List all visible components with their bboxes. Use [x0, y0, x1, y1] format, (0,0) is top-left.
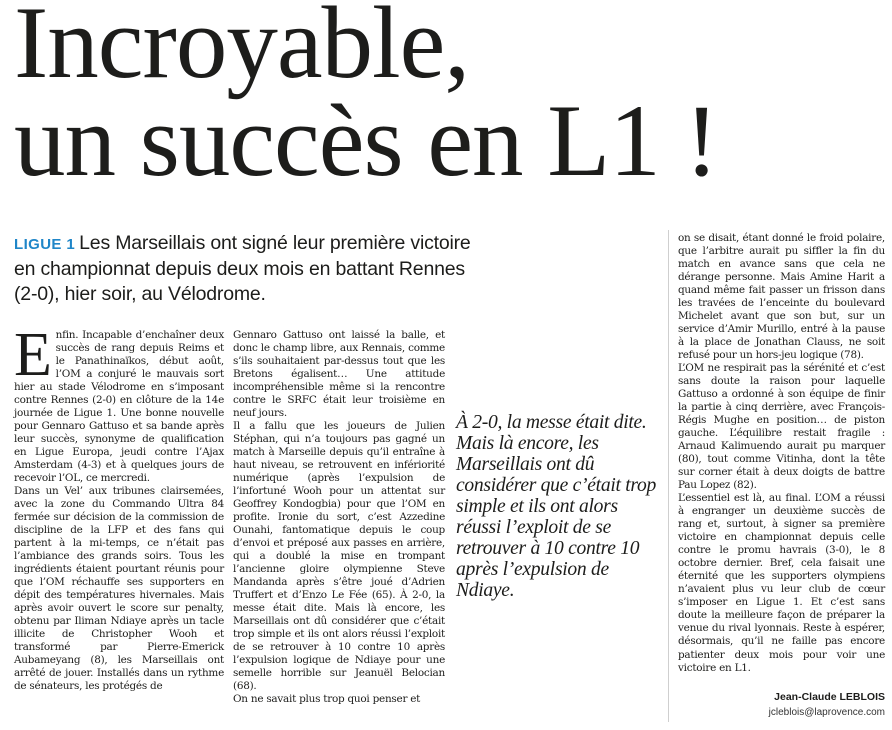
headline-line-2: un succès en L1 !: [14, 84, 718, 198]
author-email: jcleblois@laprovence.com: [768, 707, 885, 718]
standfirst: [14, 231, 484, 307]
paragraph: [14, 321, 224, 485]
headline: [14, 0, 884, 198]
section-kicker: LIGUE 1: [14, 236, 76, 253]
paragraph: Dans un Vel’ aux tribunes clairsemées, avec la zone du Commando Ultra 84 fermée sur décision de la commission de discipline de la LFP et des fans qui partent à la mi-temps, ce n’était pas l’ambiance des grands soirs. Tous les ingrédients étaient pourtant réunis pour que l’OM réchauffe ses supporters en dépit des températures hivernales. Mais après avoir ouvert le score sur penalty, obtenu par Iliman Ndiaye après un tacle illicite de Christopher Wooh et transformé par Pierre-Emerick Aubameyang (8), les Marseillais ont arrêté de jouer. Installés dans un rythme de sénateurs, les protégés de: [14, 485, 224, 693]
paragraph: L’essentiel est là, au final. L’OM a réussi à engranger un deuxième succès de rang et, surtout, à signer sa première victoire en championnat depuis celle contre le promu havrais (3-0), le 8 octobre dernier. Bref, cela faisait une éternité que les supporters olympiens n’avaient plus vu leur club de cœur s’imposer en Ligue 1. Et c’est sans doute la meilleure façon de préparer la venue du rival lyonnais. Reste à espérer, désormais, qu’il ne faille pas encore patienter deux mois pour voir une victoire en L1.: [678, 492, 885, 674]
article-column-1: [14, 321, 224, 693]
pull-quote: À 2-0, la messe était dite. Mais là encore, les Marseillais ont dû considérer que c’était trop simple et ils ont alors réussi l’exploit de se retrouver à 10 contre 10 après l’expulsion de Ndiaye.: [456, 412, 656, 601]
paragraph: Gennaro Gattuso ont laissé la balle, et donc le champ libre, aux Rennais, comme s’ils souhaitaient par-dessus tout que les Bretons égalisent… Une attitude incompréhensible même si la rencontre contre le SRFC était leur troisième en neuf jours.: [233, 329, 445, 420]
paragraph-text: nfin. Incapable d’enchaîner deux succès de rang depuis Reims et le Panathinaïkos, début août, l’OM a conjuré le mauvais sort hier au stade Vélodrome en s’imposant contre Rennes (2-0) en clôture de la 14e journée de Ligue 1. Une bonne nouvelle pour Gennaro Gattuso et sa bande après leur succès, synonyme de qualification en Ligue Europa, jeudi contre l’Ajax Amsterdam (4-3) et à quelques jours de recevoir l’OL, ce mercredi.: [14, 329, 224, 485]
article-column-2: [233, 329, 445, 706]
author-byline: Jean-Claude LEBLOIS: [774, 691, 885, 703]
column-divider: [668, 230, 669, 722]
paragraph: on se disait, étant donné le froid polaire, que l’arbitre aurait pu siffler la fin du match en avance sans que cela ne dérange personne. Mais Amine Harit a quand même fait passer un frisson dans les travées de l’enceinte du boulevard Michelet avant que son but, sur un service d’Amir Murillo, entré à la pause à la place de Jonathan Clauss, ne soit refusé pour un hors-jeu logique (78).: [678, 232, 885, 362]
paragraph: L’OM ne respirait pas la sérénité et c’est sans doute la raison pour laquelle Gattuso a ordonné à son équipe de finir la partie à cinq derrière, avec François-Régis Mughe en position… de piston gauche. L’équilibre restait fragile : Arnaud Kalimuendo aurait pu marquer (80), tout comme Vitinha, dont la tête sur corner était à deux doigts de battre Pau Lopez (82).: [678, 362, 885, 492]
drop-cap: E: [14, 321, 52, 389]
headline-line-1: Incroyable,: [14, 0, 470, 100]
article-column-3: [678, 232, 885, 675]
standfirst-text: Les Marseillais ont signé leur première victoire en championnat depuis deux mois en battant Rennes (2-0), hier soir, au Vélodrome.: [14, 232, 471, 305]
paragraph: On ne savait plus trop quoi penser et: [233, 693, 421, 706]
paragraph: Il a fallu que les joueurs de Julien Stéphan, qui n’a toujours pas gagné un match à Marseille depuis qu’il entraîne à haut niveau, se retrouvent en infériorité numérique (après l’expulsion de l’infortuné Wooh pour un attentat sur Geoffrey Kondogbia) pour que l’OM en profite. Ironie du sort, c’est Azzedine Ounahi, fantomatique depuis le coup d’envoi et préposé aux passes en arrière, qui a doublé la mise en trompant l’ancienne gloire olympienne Steve Mandanda après s’être joué d’Adrien Truffert et d’Enzo Le Fée (65). À 2-0, la messe était dite. Mais là encore, les Marseillais ont dû considérer que c’était trop simple et ils ont alors réussi l’exploit de se retrouver à 10 contre 10 après l’expulsion logique de Ndiaye pour une semelle horrible sur Jeanuël Belocian (68).: [233, 420, 445, 693]
